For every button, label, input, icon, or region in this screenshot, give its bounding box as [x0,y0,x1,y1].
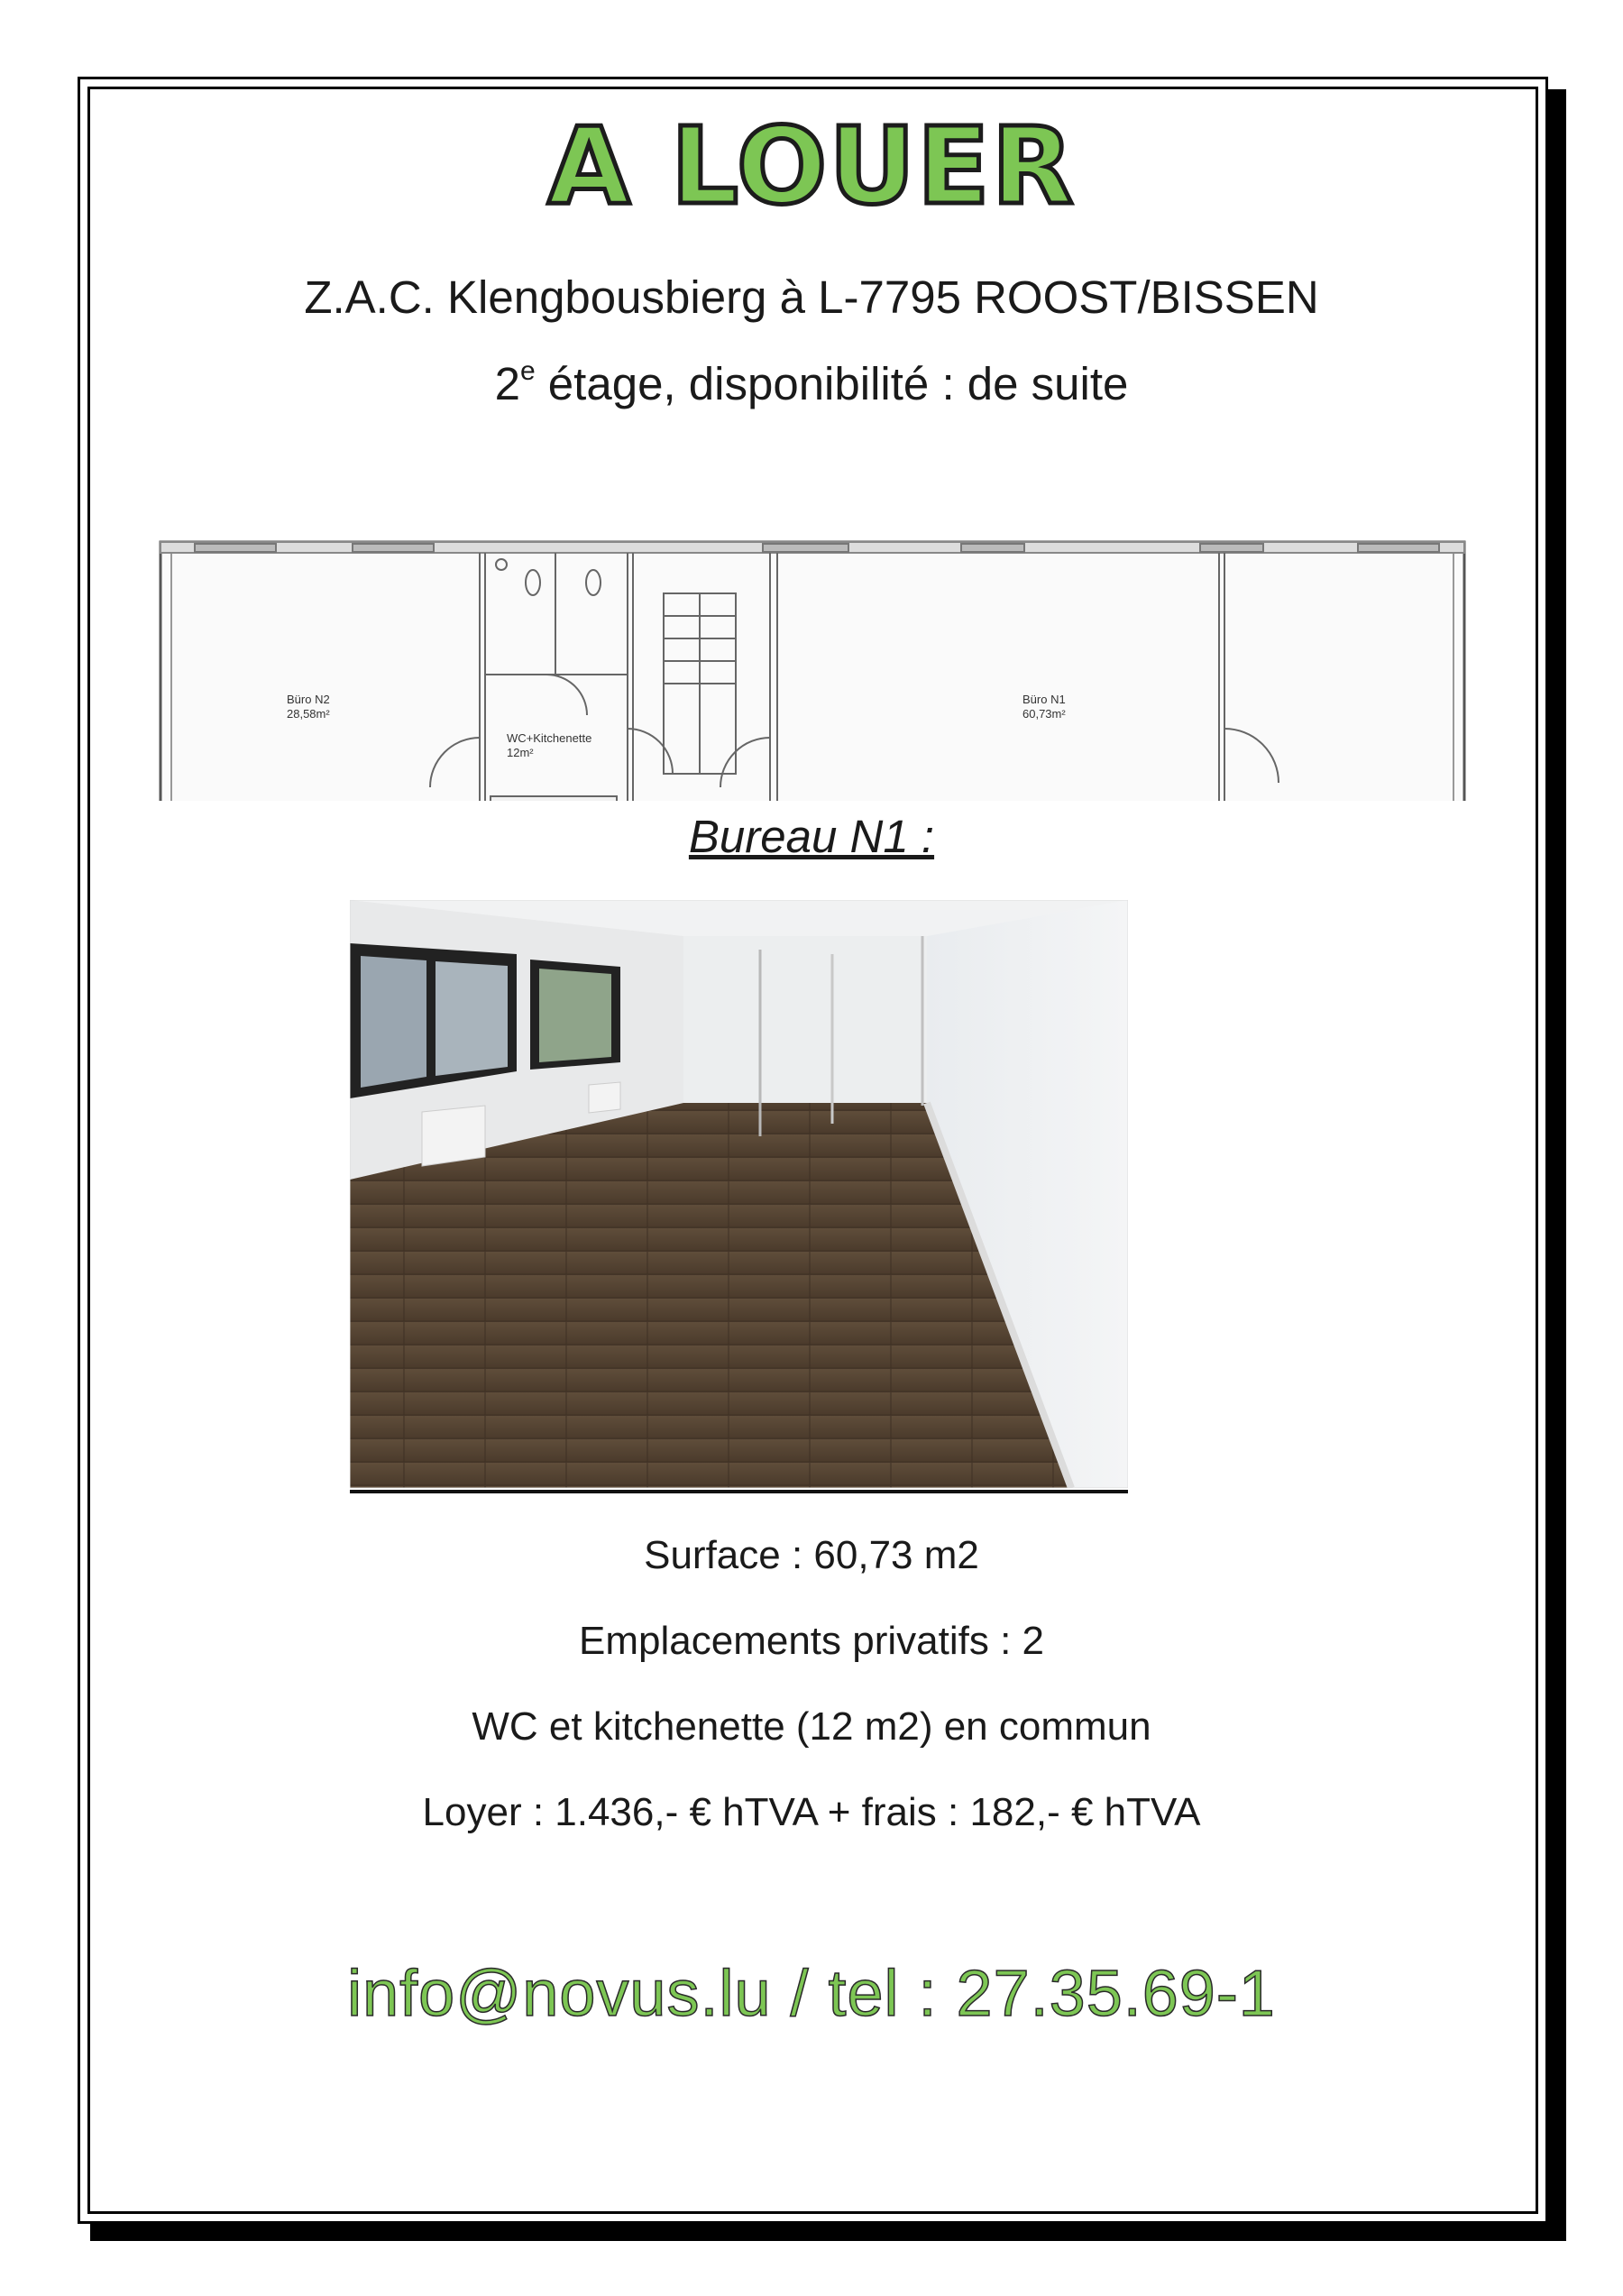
floor-number: 2 [494,358,520,409]
rent-text: Loyer : 1.436,- € hTVA + frais : 182,- € hTVA [422,1790,1201,1834]
floor-superscript: e [519,356,536,386]
parking-text: Emplacements privatifs : 2 [579,1619,1044,1663]
floor-text: étage, disponibilité : de suite [535,358,1129,409]
room-label-buro-n2: Büro N2 [287,693,330,706]
surface-text: Surface : 60,73 m2 [644,1533,979,1577]
floor-availability [0,356,1623,410]
shared-facilities-text: WC et kitchenette (12 m2) en commun [472,1704,1151,1749]
room-area-buro-n1: 60,73m² [1022,707,1066,721]
contact-line: info@novus.lu / tel : 27.35.69-1 [347,1958,1276,2030]
office-photo [350,900,1128,1488]
photo-underline [350,1490,1128,1493]
floor-plan [78,467,1547,801]
room-area-wc: 12m² [507,746,534,759]
address-line: Z.A.C. Klengbousbierg à L-7795 ROOST/BISSEN [304,271,1319,323]
room-label-buro-n1: Büro N1 [1022,693,1066,706]
room-label-wc: WC+Kitchenette [507,731,592,745]
room-area-buro-n2: 28,58m² [287,707,330,721]
photo-title: Bureau N1 : [688,811,935,862]
page-title: A LOUER [547,104,1076,228]
